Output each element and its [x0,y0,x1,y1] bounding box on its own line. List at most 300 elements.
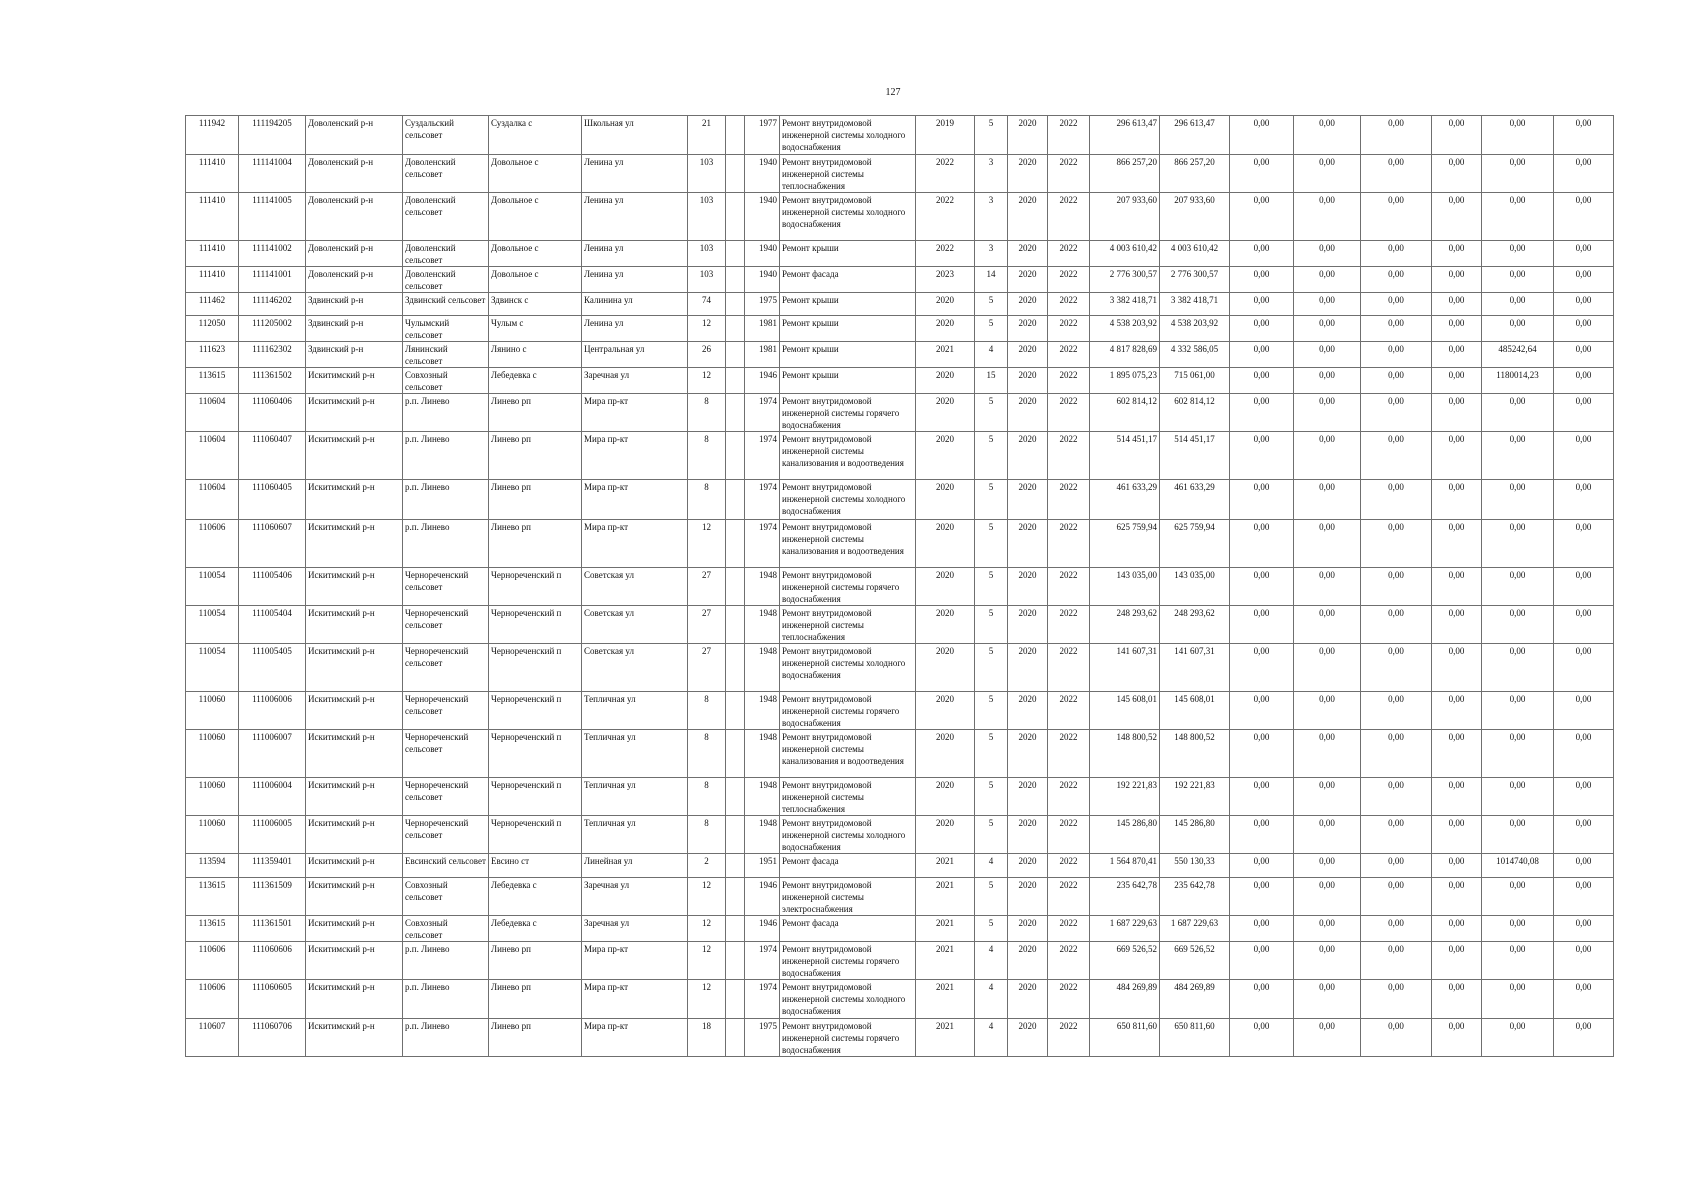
cell-end-year: 2022 [1048,1019,1090,1057]
cell-year-built: 1946 [745,878,780,916]
cell-district: Искитимский р-н [306,368,403,394]
cell-year-built: 1948 [745,568,780,606]
cell-total-cost: 1 687 229,63 [1090,916,1160,942]
cell-extra-funds: 0,00 [1554,155,1614,193]
cell-building [726,878,745,916]
cell-start-year: 2020 [1008,520,1048,568]
cell-other-funds: 0,00 [1482,432,1554,480]
cell-regional-fund: 296 613,47 [1160,116,1230,155]
cell-regional-fund: 148 800,52 [1160,730,1230,778]
cell-owners-funds: 0,00 [1432,778,1482,816]
cell-extra-funds: 0,00 [1554,116,1614,155]
table-row [186,316,1614,342]
cell-floors: 5 [975,778,1008,816]
cell-federal-funds: 0,00 [1230,520,1294,568]
cell-end-year: 2022 [1048,778,1090,816]
table-row [186,778,1614,816]
cell-federal-funds: 0,00 [1230,241,1294,267]
cell-street: Мира пр-кт [582,980,688,1019]
cell-end-year: 2022 [1048,241,1090,267]
cell-year-built: 1974 [745,480,780,520]
cell-start-year: 2020 [1008,778,1048,816]
cell-street: Мира пр-кт [582,432,688,480]
cell-work-type: Ремонт внутридомовой инженерной системы горячего водоснабжения [780,1019,916,1057]
cell-district: Искитимский р-н [306,480,403,520]
cell-floors: 5 [975,520,1008,568]
cell-street: Линейная ул [582,854,688,878]
cell-extra-funds: 0,00 [1554,730,1614,778]
cell-work-type: Ремонт внутридомовой инженерной системы холодного водоснабжения [780,980,916,1019]
cell-building [726,854,745,878]
cell-start-year: 2020 [1008,293,1048,316]
cell-local-budget: 0,00 [1361,316,1432,342]
cell-object-id: 111141004 [239,155,306,193]
cell-building [726,568,745,606]
cell-plan-year: 2020 [916,368,975,394]
cell-year-built: 1977 [745,116,780,155]
cell-floors: 4 [975,1019,1008,1057]
cell-owners-funds: 0,00 [1432,316,1482,342]
table-row [186,342,1614,368]
cell-regional-fund: 514 451,17 [1160,432,1230,480]
cell-local-budget: 0,00 [1361,644,1432,692]
cell-floors: 3 [975,241,1008,267]
cell-regional-fund: 650 811,60 [1160,1019,1230,1057]
cell-street: Мира пр-кт [582,520,688,568]
cell-extra-funds: 0,00 [1554,854,1614,878]
cell-start-year: 2020 [1008,606,1048,644]
cell-regional-fund: 669 526,52 [1160,942,1230,980]
cell-owners-funds: 0,00 [1432,293,1482,316]
cell-district: Здвинский р-н [306,293,403,316]
cell-building [726,155,745,193]
cell-municipality: р.п. Линево [403,980,489,1019]
cell-federal-funds: 0,00 [1230,394,1294,432]
cell-object-id: 111141001 [239,267,306,293]
cell-start-year: 2020 [1008,878,1048,916]
cell-start-year: 2020 [1008,394,1048,432]
cell-locality: Линево рп [489,432,582,480]
cell-work-type: Ремонт внутридомовой инженерной системы холодного водоснабжения [780,480,916,520]
cell-object-id: 111060706 [239,1019,306,1057]
cell-total-cost: 866 257,20 [1090,155,1160,193]
cell-district: Искитимский р-н [306,816,403,854]
cell-floors: 4 [975,942,1008,980]
cell-year-built: 1974 [745,520,780,568]
cell-other-funds: 0,00 [1482,644,1554,692]
cell-locality: Чулым с [489,316,582,342]
cell-object-id: 111162302 [239,342,306,368]
cell-local-budget: 0,00 [1361,342,1432,368]
cell-floors: 5 [975,816,1008,854]
cell-object-id: 111141002 [239,241,306,267]
cell-object-id: 111361501 [239,916,306,942]
cell-group-id: 111410 [186,155,239,193]
cell-plan-year: 2022 [916,155,975,193]
cell-other-funds: 0,00 [1482,916,1554,942]
cell-regional-fund: 866 257,20 [1160,155,1230,193]
cell-district: Искитимский р-н [306,980,403,1019]
cell-district: Доволенский р-н [306,267,403,293]
cell-street: Ленина ул [582,155,688,193]
cell-regional-budget: 0,00 [1294,1019,1361,1057]
table-row [186,692,1614,730]
cell-floors: 5 [975,394,1008,432]
cell-owners-funds: 0,00 [1432,394,1482,432]
cell-municipality: Чернореченский сельсовет [403,692,489,730]
cell-building [726,432,745,480]
cell-work-type: Ремонт внутридомовой инженерной системы канализования и водоотведения [780,730,916,778]
cell-locality: Довольное с [489,193,582,241]
cell-owners-funds: 0,00 [1432,816,1482,854]
cell-end-year: 2022 [1048,606,1090,644]
cell-plan-year: 2020 [916,293,975,316]
cell-other-funds: 0,00 [1482,267,1554,293]
cell-street: Мира пр-кт [582,1019,688,1057]
cell-local-budget: 0,00 [1361,432,1432,480]
cell-local-budget: 0,00 [1361,942,1432,980]
cell-regional-budget: 0,00 [1294,916,1361,942]
cell-locality: Линево рп [489,520,582,568]
cell-federal-funds: 0,00 [1230,368,1294,394]
cell-house-number: 8 [688,816,726,854]
cell-extra-funds: 0,00 [1554,980,1614,1019]
cell-floors: 5 [975,568,1008,606]
cell-house-number: 74 [688,293,726,316]
cell-extra-funds: 0,00 [1554,816,1614,854]
cell-building [726,730,745,778]
cell-owners-funds: 0,00 [1432,730,1482,778]
cell-regional-fund: 141 607,31 [1160,644,1230,692]
cell-owners-funds: 0,00 [1432,116,1482,155]
cell-locality: Чернореченский п [489,778,582,816]
cell-object-id: 111359401 [239,854,306,878]
cell-group-id: 110054 [186,644,239,692]
cell-plan-year: 2020 [916,316,975,342]
cell-extra-funds: 0,00 [1554,606,1614,644]
cell-group-id: 111410 [186,241,239,267]
cell-extra-funds: 0,00 [1554,878,1614,916]
cell-work-type: Ремонт фасада [780,916,916,942]
cell-start-year: 2020 [1008,193,1048,241]
cell-start-year: 2020 [1008,368,1048,394]
cell-federal-funds: 0,00 [1230,854,1294,878]
cell-building [726,942,745,980]
cell-group-id: 110060 [186,778,239,816]
cell-municipality: р.п. Линево [403,520,489,568]
cell-group-id: 110060 [186,816,239,854]
cell-end-year: 2022 [1048,316,1090,342]
cell-plan-year: 2020 [916,606,975,644]
cell-extra-funds: 0,00 [1554,644,1614,692]
table-row [186,878,1614,916]
cell-group-id: 111410 [186,267,239,293]
cell-group-id: 111410 [186,193,239,241]
cell-other-funds: 0,00 [1482,394,1554,432]
cell-house-number: 8 [688,432,726,480]
cell-work-type: Ремонт внутридомовой инженерной системы электроснабжения [780,878,916,916]
cell-end-year: 2022 [1048,644,1090,692]
cell-district: Искитимский р-н [306,520,403,568]
cell-group-id: 110060 [186,692,239,730]
cell-municipality: Здвинский сельсовет [403,293,489,316]
cell-other-funds: 0,00 [1482,241,1554,267]
page-number: 127 [885,87,901,98]
cell-other-funds: 0,00 [1482,778,1554,816]
cell-municipality: Доволенский сельсовет [403,267,489,293]
cell-start-year: 2020 [1008,116,1048,155]
cell-group-id: 110606 [186,942,239,980]
cell-plan-year: 2020 [916,730,975,778]
cell-start-year: 2020 [1008,155,1048,193]
cell-floors: 3 [975,193,1008,241]
cell-other-funds: 485242,64 [1482,342,1554,368]
cell-district: Доволенский р-н [306,241,403,267]
cell-total-cost: 248 293,62 [1090,606,1160,644]
cell-other-funds: 0,00 [1482,193,1554,241]
cell-extra-funds: 0,00 [1554,293,1614,316]
cell-group-id: 113615 [186,368,239,394]
cell-municipality: Совхозный сельсовет [403,368,489,394]
cell-federal-funds: 0,00 [1230,980,1294,1019]
cell-year-built: 1948 [745,692,780,730]
cell-house-number: 12 [688,942,726,980]
cell-start-year: 2020 [1008,480,1048,520]
cell-plan-year: 2019 [916,116,975,155]
cell-work-type: Ремонт крыши [780,368,916,394]
cell-group-id: 113615 [186,916,239,942]
cell-district: Искитимский р-н [306,1019,403,1057]
cell-house-number: 103 [688,193,726,241]
cell-group-id: 110060 [186,730,239,778]
cell-total-cost: 296 613,47 [1090,116,1160,155]
cell-locality: Чернореченский п [489,816,582,854]
cell-local-budget: 0,00 [1361,778,1432,816]
cell-extra-funds: 0,00 [1554,568,1614,606]
cell-group-id: 111942 [186,116,239,155]
cell-floors: 5 [975,293,1008,316]
cell-regional-budget: 0,00 [1294,267,1361,293]
cell-street: Мира пр-кт [582,942,688,980]
cell-floors: 5 [975,916,1008,942]
cell-work-type: Ремонт внутридомовой инженерной системы канализования и водоотведения [780,432,916,480]
cell-street: Центральная ул [582,342,688,368]
cell-regional-fund: 235 642,78 [1160,878,1230,916]
cell-house-number: 27 [688,606,726,644]
cell-regional-budget: 0,00 [1294,942,1361,980]
cell-district: Искитимский р-н [306,916,403,942]
cell-building [726,193,745,241]
cell-locality: Линево рп [489,480,582,520]
cell-year-built: 1974 [745,432,780,480]
cell-district: Искитимский р-н [306,692,403,730]
cell-object-id: 111060605 [239,980,306,1019]
cell-other-funds: 0,00 [1482,116,1554,155]
table-row [186,432,1614,480]
cell-regional-budget: 0,00 [1294,878,1361,916]
cell-group-id: 112050 [186,316,239,342]
cell-object-id: 111141005 [239,193,306,241]
cell-local-budget: 0,00 [1361,193,1432,241]
cell-owners-funds: 0,00 [1432,644,1482,692]
table-row [186,155,1614,193]
cell-year-built: 1975 [745,1019,780,1057]
cell-municipality: Совхозный сельсовет [403,878,489,916]
cell-house-number: 8 [688,778,726,816]
cell-object-id: 111006004 [239,778,306,816]
cell-floors: 5 [975,644,1008,692]
cell-end-year: 2022 [1048,816,1090,854]
cell-regional-fund: 625 759,94 [1160,520,1230,568]
cell-regional-fund: 4 003 610,42 [1160,241,1230,267]
table-row [186,480,1614,520]
cell-plan-year: 2020 [916,568,975,606]
cell-municipality: Чернореченский сельсовет [403,606,489,644]
cell-start-year: 2020 [1008,568,1048,606]
cell-regional-fund: 550 130,33 [1160,854,1230,878]
cell-work-type: Ремонт внутридомовой инженерной системы горячего водоснабжения [780,692,916,730]
cell-district: Искитимский р-н [306,854,403,878]
cell-local-budget: 0,00 [1361,293,1432,316]
cell-work-type: Ремонт внутридомовой инженерной системы холодного водоснабжения [780,816,916,854]
cell-local-budget: 0,00 [1361,568,1432,606]
cell-total-cost: 669 526,52 [1090,942,1160,980]
cell-year-built: 1948 [745,816,780,854]
cell-total-cost: 143 035,00 [1090,568,1160,606]
table-row [186,644,1614,692]
cell-end-year: 2022 [1048,980,1090,1019]
cell-regional-fund: 484 269,89 [1160,980,1230,1019]
cell-work-type: Ремонт внутридомовой инженерной системы холодного водоснабжения [780,644,916,692]
cell-extra-funds: 0,00 [1554,394,1614,432]
cell-regional-budget: 0,00 [1294,778,1361,816]
cell-locality: Лебедевка с [489,368,582,394]
cell-object-id: 111060407 [239,432,306,480]
cell-start-year: 2020 [1008,644,1048,692]
cell-owners-funds: 0,00 [1432,606,1482,644]
cell-locality: Евсино ст [489,854,582,878]
cell-street: Школьная ул [582,116,688,155]
cell-floors: 5 [975,432,1008,480]
cell-plan-year: 2021 [916,342,975,368]
cell-start-year: 2020 [1008,854,1048,878]
cell-local-budget: 0,00 [1361,730,1432,778]
cell-locality: Линево рп [489,980,582,1019]
cell-start-year: 2020 [1008,241,1048,267]
cell-municipality: Чернореченский сельсовет [403,816,489,854]
cell-regional-fund: 4 332 586,05 [1160,342,1230,368]
cell-owners-funds: 0,00 [1432,241,1482,267]
cell-regional-budget: 0,00 [1294,520,1361,568]
cell-floors: 5 [975,606,1008,644]
cell-extra-funds: 0,00 [1554,241,1614,267]
cell-building [726,980,745,1019]
cell-extra-funds: 0,00 [1554,316,1614,342]
table-row [186,368,1614,394]
cell-district: Доволенский р-н [306,155,403,193]
cell-locality: Линево рп [489,394,582,432]
cell-extra-funds: 0,00 [1554,1019,1614,1057]
cell-locality: Здвинск с [489,293,582,316]
cell-extra-funds: 0,00 [1554,778,1614,816]
cell-federal-funds: 0,00 [1230,730,1294,778]
cell-local-budget: 0,00 [1361,692,1432,730]
cell-house-number: 103 [688,155,726,193]
cell-floors: 5 [975,316,1008,342]
cell-total-cost: 461 633,29 [1090,480,1160,520]
cell-building [726,778,745,816]
cell-municipality: Доволенский сельсовет [403,241,489,267]
cell-municipality: р.п. Линево [403,480,489,520]
cell-other-funds: 0,00 [1482,606,1554,644]
cell-start-year: 2020 [1008,942,1048,980]
cell-street: Советская ул [582,568,688,606]
cell-other-funds: 0,00 [1482,816,1554,854]
cell-house-number: 18 [688,1019,726,1057]
cell-year-built: 1940 [745,193,780,241]
cell-year-built: 1948 [745,778,780,816]
cell-federal-funds: 0,00 [1230,267,1294,293]
cell-house-number: 12 [688,368,726,394]
table-row [186,916,1614,942]
cell-total-cost: 602 814,12 [1090,394,1160,432]
cell-year-built: 1975 [745,293,780,316]
cell-owners-funds: 0,00 [1432,155,1482,193]
cell-year-built: 1946 [745,368,780,394]
cell-other-funds: 0,00 [1482,1019,1554,1057]
table-row [186,816,1614,854]
cell-owners-funds: 0,00 [1432,480,1482,520]
cell-locality: Чернореченский п [489,730,582,778]
cell-owners-funds: 0,00 [1432,916,1482,942]
cell-owners-funds: 0,00 [1432,1019,1482,1057]
cell-work-type: Ремонт крыши [780,316,916,342]
cell-house-number: 12 [688,316,726,342]
cell-plan-year: 2021 [916,942,975,980]
cell-object-id: 111005406 [239,568,306,606]
cell-district: Доволенский р-н [306,193,403,241]
cell-municipality: р.п. Линево [403,942,489,980]
cell-year-built: 1974 [745,980,780,1019]
cell-street: Ленина ул [582,241,688,267]
cell-plan-year: 2020 [916,778,975,816]
cell-house-number: 103 [688,241,726,267]
cell-object-id: 111006006 [239,692,306,730]
table-row [186,116,1614,155]
cell-group-id: 110054 [186,606,239,644]
cell-owners-funds: 0,00 [1432,342,1482,368]
cell-extra-funds: 0,00 [1554,342,1614,368]
cell-owners-funds: 0,00 [1432,692,1482,730]
cell-regional-budget: 0,00 [1294,480,1361,520]
cell-regional-budget: 0,00 [1294,116,1361,155]
cell-end-year: 2022 [1048,432,1090,480]
cell-district: Искитимский р-н [306,432,403,480]
cell-federal-funds: 0,00 [1230,942,1294,980]
cell-building [726,293,745,316]
cell-other-funds: 0,00 [1482,980,1554,1019]
cell-street: Тепличная ул [582,730,688,778]
cell-local-budget: 0,00 [1361,267,1432,293]
cell-regional-fund: 192 221,83 [1160,778,1230,816]
table-row [186,606,1614,644]
cell-regional-budget: 0,00 [1294,730,1361,778]
cell-other-funds: 0,00 [1482,942,1554,980]
cell-regional-fund: 461 633,29 [1160,480,1230,520]
cell-group-id: 111462 [186,293,239,316]
cell-regional-budget: 0,00 [1294,342,1361,368]
cell-plan-year: 2022 [916,241,975,267]
